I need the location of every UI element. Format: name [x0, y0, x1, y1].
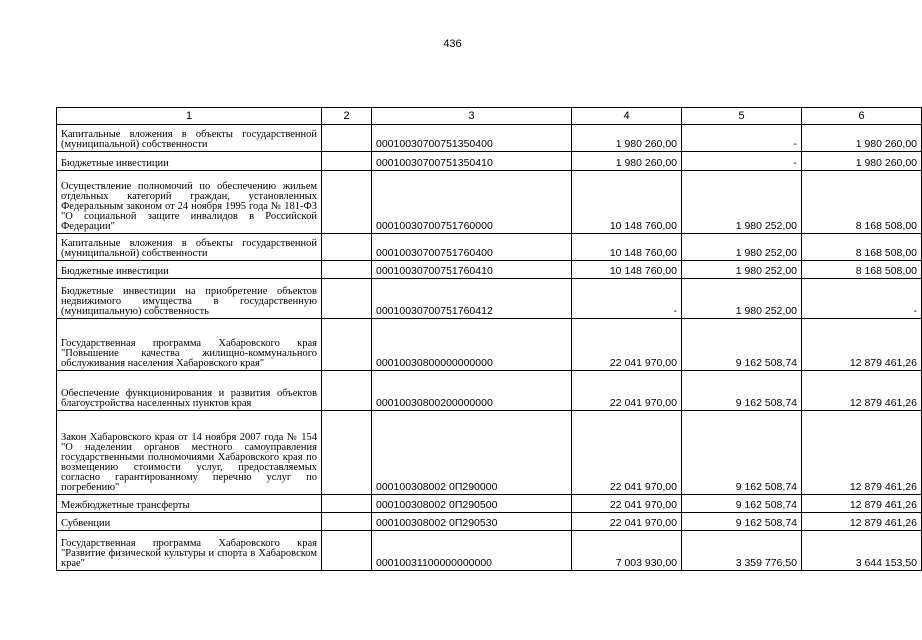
row-col2 — [322, 495, 372, 513]
row-value-6: 12 879 461,26 — [802, 495, 922, 513]
row-code: 00010030700751350400 — [372, 125, 572, 152]
row-value-4: 22 041 970,00 — [572, 411, 682, 495]
table-row — [57, 125, 922, 152]
row-value-5: 9 162 508,74 — [682, 495, 802, 513]
table-row — [57, 371, 922, 411]
row-name: Капитальные вложения в объекты государственной (муниципальной) собственности — [57, 234, 322, 261]
row-col2 — [322, 411, 372, 495]
row-value-6: 12 879 461,26 — [802, 411, 922, 495]
row-col2 — [322, 152, 372, 171]
row-name: Бюджетные инвестиции — [57, 261, 322, 279]
row-code: 00010030700751760412 — [372, 279, 572, 319]
row-value-4: 1 980 260,00 — [572, 152, 682, 171]
row-name: Субвенции — [57, 513, 322, 531]
table-row — [57, 411, 922, 495]
row-col2 — [322, 125, 372, 152]
column-header: 4 — [572, 108, 682, 125]
table-row — [57, 152, 922, 171]
row-col2 — [322, 513, 372, 531]
row-code: 000100308002 0П290500 — [372, 495, 572, 513]
table-row — [57, 495, 922, 513]
column-header: 1 — [57, 108, 322, 125]
row-value-5: 1 980 252,00 — [682, 171, 802, 234]
row-value-4: 1 980 260,00 — [572, 125, 682, 152]
column-header: 2 — [322, 108, 372, 125]
row-value-5: 9 162 508,74 — [682, 513, 802, 531]
table-row — [57, 513, 922, 531]
row-code: 000100308002 0П290530 — [372, 513, 572, 531]
row-value-4: 7 003 930,00 — [572, 531, 682, 571]
row-value-6: 12 879 461,26 — [802, 513, 922, 531]
row-value-4: 22 041 970,00 — [572, 513, 682, 531]
column-header: 3 — [372, 108, 572, 125]
row-code: 00010031100000000000 — [372, 531, 572, 571]
row-value-4: 22 041 970,00 — [572, 319, 682, 371]
table-row — [57, 531, 922, 571]
row-name: Осуществление полномочий по обеспечению жильем отдельных категорий граждан, установленных Федеральным законом от 24 ноября 1995 года № 181-ФЗ "О социальной защите инвалидов в Российской Федерации" — [57, 171, 322, 234]
row-value-5: - — [682, 152, 802, 171]
column-header: 5 — [682, 108, 802, 125]
row-code: 00010030800000000000 — [372, 319, 572, 371]
row-value-6: - — [802, 279, 922, 319]
row-value-6: 8 168 508,00 — [802, 234, 922, 261]
table-row — [57, 319, 922, 371]
row-value-6: 12 879 461,26 — [802, 371, 922, 411]
table-row — [57, 234, 922, 261]
row-code: 000100308002 0П290000 — [372, 411, 572, 495]
row-value-5: 9 162 508,74 — [682, 411, 802, 495]
page-number: 436 — [443, 38, 462, 50]
row-value-5: 3 359 776,50 — [682, 531, 802, 571]
row-value-4: 10 148 760,00 — [572, 171, 682, 234]
column-header: 6 — [802, 108, 922, 125]
row-value-5: 1 980 252,00 — [682, 234, 802, 261]
row-col2 — [322, 371, 372, 411]
row-code: 00010030700751760400 — [372, 234, 572, 261]
row-value-5: 9 162 508,74 — [682, 319, 802, 371]
table-row — [57, 279, 922, 319]
row-col2 — [322, 531, 372, 571]
row-name: Закон Хабаровского края от 14 ноября 2007 года № 154 "О наделении органов местного самоуправления государственными полномочиями Хабаровского края по возмещению стоимости услуг, предоставляемых согласно гарантированному перечню услуг по погребению" — [57, 411, 322, 495]
row-col2 — [322, 319, 372, 371]
row-code: 00010030700751760000 — [372, 171, 572, 234]
row-value-6: 8 168 508,00 — [802, 261, 922, 279]
row-name: Обеспечение функционирования и развития объектов благоустройства населенных пунктов края — [57, 371, 322, 411]
row-value-5: 9 162 508,74 — [682, 371, 802, 411]
row-code: 00010030700751350410 — [372, 152, 572, 171]
row-value-4: - — [572, 279, 682, 319]
row-value-6: 1 980 260,00 — [802, 125, 922, 152]
row-value-4: 10 148 760,00 — [572, 234, 682, 261]
row-col2 — [322, 234, 372, 261]
row-col2 — [322, 279, 372, 319]
row-name: Бюджетные инвестиции — [57, 152, 322, 171]
row-name: Государственная программа Хабаровского края "Повышение качества жилищно-коммунального обслуживания населения Хабаровского края" — [57, 319, 322, 371]
row-value-4: 10 148 760,00 — [572, 261, 682, 279]
row-value-5: - — [682, 125, 802, 152]
row-code: 00010030800200000000 — [372, 371, 572, 411]
row-col2 — [322, 171, 372, 234]
row-value-6: 12 879 461,26 — [802, 319, 922, 371]
row-value-4: 22 041 970,00 — [572, 371, 682, 411]
row-code: 00010030700751760410 — [372, 261, 572, 279]
header-row — [57, 108, 922, 125]
row-name: Межбюджетные трансферты — [57, 495, 322, 513]
table-row — [57, 171, 922, 234]
row-value-5: 1 980 252,00 — [682, 261, 802, 279]
row-col2 — [322, 261, 372, 279]
row-name: Бюджетные инвестиции на приобретение объектов недвижимого имущества в государственную (муниципальную) собственность — [57, 279, 322, 319]
row-value-6: 8 168 508,00 — [802, 171, 922, 234]
row-name: Капитальные вложения в объекты государственной (муниципальной) собственности — [57, 125, 322, 152]
row-value-6: 3 644 153,50 — [802, 531, 922, 571]
table-row — [57, 261, 922, 279]
row-value-6: 1 980 260,00 — [802, 152, 922, 171]
row-value-5: 1 980 252,00 — [682, 279, 802, 319]
row-value-4: 22 041 970,00 — [572, 495, 682, 513]
budget-table — [56, 107, 922, 571]
row-name: Государственная программа Хабаровского края "Развитие физической культуры и спорта в Хабаровском крае" — [57, 531, 322, 571]
